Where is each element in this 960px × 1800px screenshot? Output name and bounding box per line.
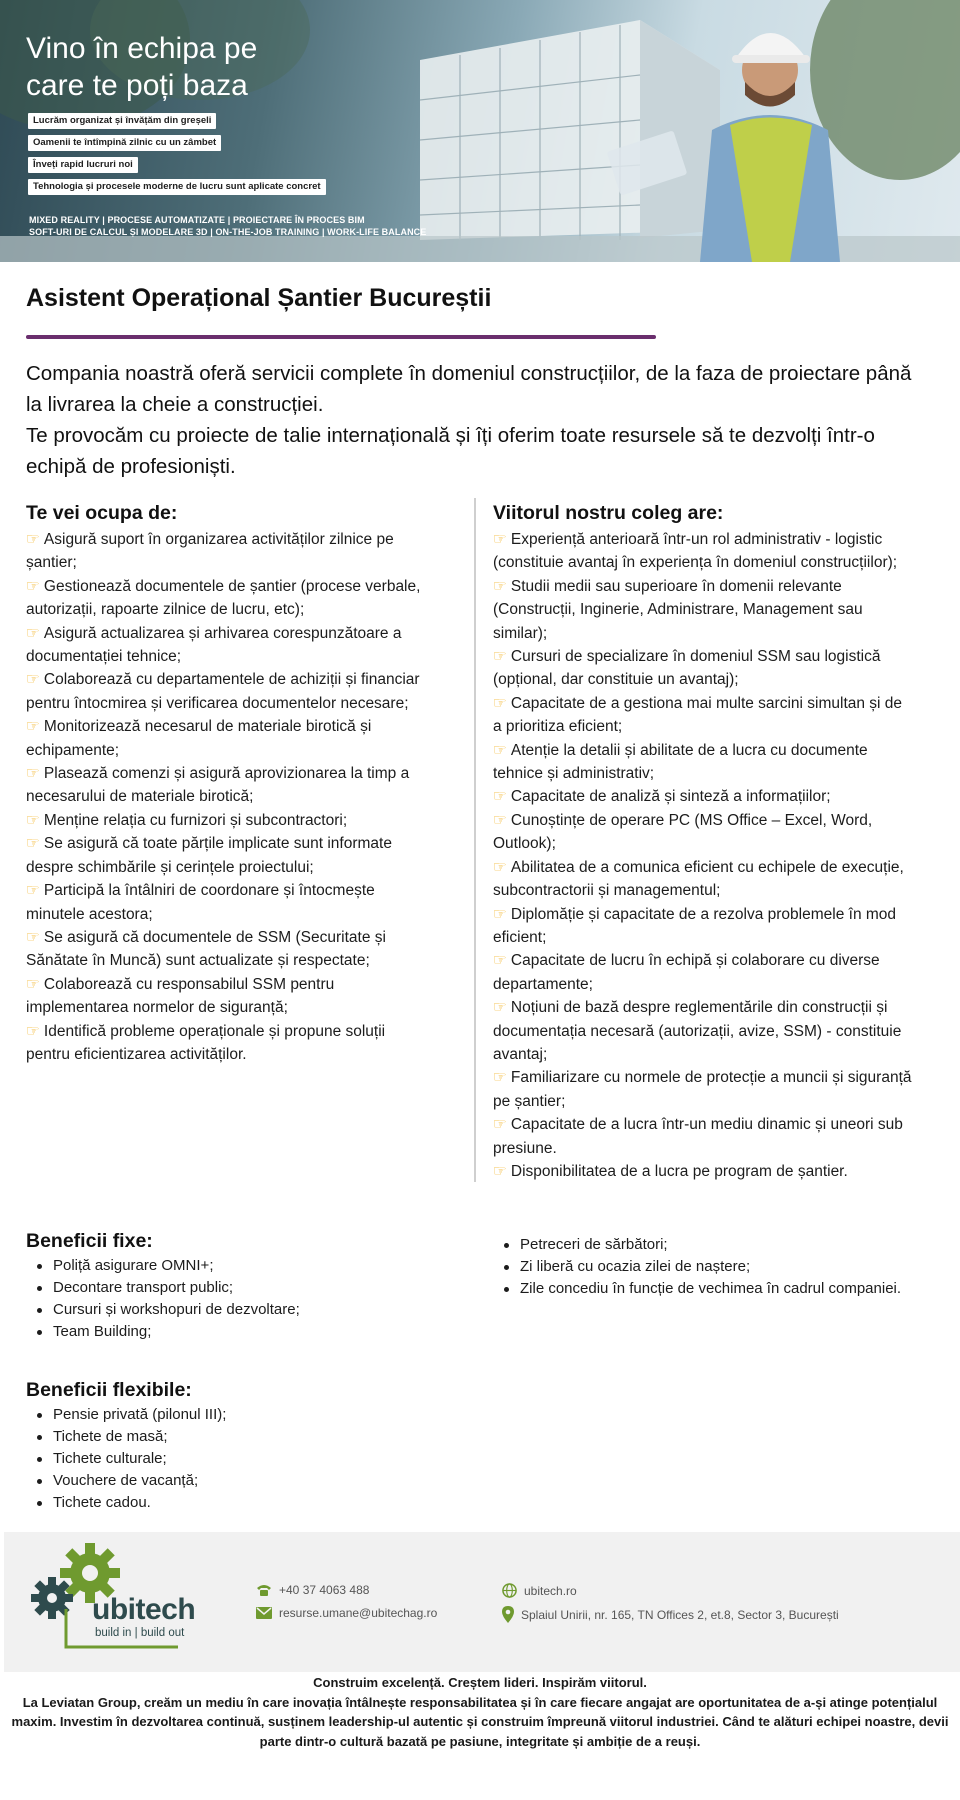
pointing-hand-icon: ☞ xyxy=(493,531,507,548)
pointing-hand-icon: ☞ xyxy=(493,648,507,666)
hero-tag: Oamenii te întîmpină zilnic cu un zâmbet xyxy=(28,135,221,151)
requirement-item xyxy=(493,739,913,786)
fixed-benefit-item: Zile concediu în funcție de vechimea în cadrul companiei. xyxy=(520,1278,913,1300)
pointing-hand-icon: ☞ xyxy=(26,531,40,548)
globe-icon xyxy=(502,1583,517,1598)
requirement-text: Capacitate de analiză și sinteză a informațiilor; xyxy=(510,788,831,806)
pointing-hand-icon: ☞ xyxy=(26,975,40,993)
responsibility-item xyxy=(26,715,431,762)
responsibility-item xyxy=(26,528,431,575)
pointing-hand-icon: ☞ xyxy=(493,952,507,970)
responsibilities-list xyxy=(26,528,431,1066)
requirements-heading: Viitorul nostru coleg are: xyxy=(493,502,724,524)
requirement-item xyxy=(493,692,913,739)
requirement-item xyxy=(493,645,913,692)
responsibility-item xyxy=(26,809,431,832)
pointing-hand-icon: ☞ xyxy=(26,765,40,783)
contact-website[interactable] xyxy=(502,1583,577,1598)
pointing-hand-icon: ☞ xyxy=(26,928,40,946)
pointing-hand-icon: ☞ xyxy=(26,577,40,595)
phone-icon xyxy=(256,1583,272,1597)
email-icon xyxy=(256,1607,272,1619)
requirement-item xyxy=(493,575,913,645)
requirement-text: Atenție la detalii și abilitate de a lucra cu documente tehnice și administrativ; xyxy=(493,741,868,783)
footer-tagline: Construim excelență. Creștem lideri. Inspirăm viitorul. xyxy=(313,1675,647,1690)
responsibility-text: Plasează comenzi și asigură aprovizionarea la timp a necesarului de materiale birotică; xyxy=(26,765,410,806)
requirement-item xyxy=(493,1160,913,1183)
hero-skills-line: MIXED REALITY | PROCESE AUTOMATIZATE | PROIECTARE ÎN PROCES BIM xyxy=(29,215,365,225)
responsibility-text: Asigură actualizarea și arhivarea corespunzătoare a documentației tehnice; xyxy=(26,624,402,666)
footer-text xyxy=(10,1673,950,1751)
responsibility-item xyxy=(26,622,431,669)
responsibility-item xyxy=(26,832,431,879)
hero-title-line: Vino în echipa pe xyxy=(26,32,258,65)
pointing-hand-icon: ☞ xyxy=(493,1069,507,1087)
pointing-hand-icon: ☞ xyxy=(26,671,40,689)
requirements-list xyxy=(493,528,913,1183)
requirements-section xyxy=(493,500,913,1183)
fixed-benefit-item: Zi liberă cu ocazia zilei de naștere; xyxy=(520,1256,913,1278)
phone-number: +40 37 4063 488 xyxy=(279,1583,370,1597)
requirement-item xyxy=(493,528,913,575)
pointing-hand-icon: ☞ xyxy=(493,1116,507,1134)
flexible-benefit-item: Tichete de masă; xyxy=(53,1426,446,1448)
pointing-hand-icon: ☞ xyxy=(493,1162,507,1180)
flexible-benefits-heading: Beneficii flexibile: xyxy=(26,1379,192,1401)
fixed-benefit-item: Cursuri și workshopuri de dezvoltare; xyxy=(53,1299,446,1321)
fixed-benefits-heading: Beneficii fixe: xyxy=(26,1230,153,1252)
logo-slogan: build in | build out xyxy=(95,1627,185,1639)
requirement-text: Familiarizare cu normele de protecție a muncii și siguranță pe șantier; xyxy=(493,1069,912,1110)
responsibility-text: Monitorizează necesarul de materiale birotică și echipamente; xyxy=(26,718,372,759)
pointing-hand-icon: ☞ xyxy=(26,811,40,829)
hero-tag: Înveți rapid lucruri noi xyxy=(28,157,138,173)
hero-tag: Tehnologia și procesele moderne de lucru sunt aplicate concret xyxy=(28,179,326,195)
responsibility-item xyxy=(26,1020,431,1067)
requirement-item xyxy=(493,809,913,856)
responsibility-item xyxy=(26,668,431,715)
column-divider xyxy=(474,498,476,1182)
flexible-benefit-item: Tichete culturale; xyxy=(53,1448,446,1470)
responsibilities-heading: Te vei ocupa de: xyxy=(26,502,178,524)
fixed-benefits-section xyxy=(26,1228,446,1343)
responsibility-item xyxy=(26,575,431,622)
fixed-benefits-list xyxy=(493,1234,913,1300)
requirement-item xyxy=(493,856,913,903)
requirement-item xyxy=(493,1066,913,1113)
requirement-text: Abilitatea de a comunica eficient cu echipele de execuție, subcontractorii și managementul; xyxy=(493,858,904,900)
requirement-text: Capacitate de a gestiona mai multe sarcini simultan și de a prioritiza eficient; xyxy=(493,694,903,736)
pointing-hand-icon: ☞ xyxy=(26,835,40,853)
hero-skills-line: SOFT-URI DE CALCUL ȘI MODELARE 3D | ON-THE-JOB TRAINING | WORK-LIFE BALANCE xyxy=(29,227,427,237)
responsibility-text: Colaborează cu responsabilul SSM pentru implementarea normelor de siguranță; xyxy=(26,975,335,1017)
requirement-item xyxy=(493,1113,913,1160)
fixed-benefits-list xyxy=(26,1255,446,1343)
fixed-benefits-section-continued xyxy=(493,1234,913,1300)
requirement-text: Noțiuni de bază despre reglementările din construcții și documentația necesară (autorizații, avize, SSM) - constituie avantaj; xyxy=(493,999,902,1063)
requirement-item xyxy=(493,785,913,808)
pointing-hand-icon: ☞ xyxy=(493,788,507,806)
responsibility-text: Gestionează documentele de șantier (procese verbale, autorizații, rapoarte zilnice de lucru, etc); xyxy=(26,577,421,619)
requirement-item xyxy=(493,996,913,1066)
requirement-item xyxy=(493,903,913,950)
pointing-hand-icon: ☞ xyxy=(493,905,507,923)
requirement-item xyxy=(493,949,913,996)
requirement-text: Disponibilitatea de a lucra pe program de șantier. xyxy=(510,1162,848,1180)
pointing-hand-icon: ☞ xyxy=(26,882,40,900)
flexible-benefits-list xyxy=(26,1404,446,1514)
responsibility-text: Se asigură că documentele de SSM (Securitate și Sănătate în Muncă) sunt actualizate și respectate; xyxy=(26,928,386,970)
pointing-hand-icon: ☞ xyxy=(26,624,40,642)
requirement-text: Experiență anterioară într-un rol administrativ - logistic (constituie avantaj în experiența în domeniul construcțiilor); xyxy=(493,531,898,572)
job-title: Asistent Operațional Șantier Bucureștii xyxy=(26,284,492,312)
hero-title xyxy=(26,30,366,104)
logo-wordmark: ubitech xyxy=(92,1593,196,1626)
office-address: Splaiul Unirii, nr. 165, TN Offices 2, et.8, Sector 3, București xyxy=(521,1607,839,1622)
website-link: ubitech.ro xyxy=(524,1583,577,1598)
responsibility-text: Asigură suport în organizarea activităților zilnice pe șantier; xyxy=(26,531,394,572)
hero-tag: Lucrăm organizat și învățăm din greșeli xyxy=(28,113,216,129)
responsibility-item xyxy=(26,879,431,926)
flexible-benefit-item: Tichete cadou. xyxy=(53,1492,446,1514)
pointing-hand-icon: ☞ xyxy=(493,999,507,1017)
requirement-text: Cursuri de specializare în domeniul SSM sau logistică (opțional, dar constituie un avantaj); xyxy=(493,648,881,689)
contact-email[interactable] xyxy=(256,1606,437,1620)
contact-address xyxy=(502,1606,839,1623)
hero-banner xyxy=(0,0,960,262)
responsibility-text: Menține relația cu furnizori și subcontractori; xyxy=(43,811,348,829)
flexible-benefit-item: Vouchere de vacanță; xyxy=(53,1470,446,1492)
requirement-text: Diplomăție și capacitate de a rezolva problemele în mod eficient; xyxy=(493,905,897,946)
responsibility-item xyxy=(26,762,431,809)
pointing-hand-icon: ☞ xyxy=(26,718,40,736)
requirement-text: Cunoștințe de operare PC (MS Office – Excel, Word, Outlook); xyxy=(493,811,873,853)
pointing-hand-icon: ☞ xyxy=(493,741,507,759)
responsibility-item xyxy=(26,973,431,1020)
responsibility-text: Se asigură că toate părțile implicate sunt informate despre schimbările și cerințele proiectului; xyxy=(26,835,392,876)
responsibility-text: Participă la întâlniri de coordonare și întocmește minutele acestora; xyxy=(26,882,375,923)
flexible-benefits-section xyxy=(26,1377,446,1514)
hero-skills xyxy=(29,214,426,238)
email-address: resurse.umane@ubitechag.ro xyxy=(279,1606,438,1620)
hero-tags xyxy=(28,113,326,201)
title-divider xyxy=(26,335,656,339)
footer-description: La Leviatan Group, creăm un mediu în care inovația întâlnește responsabilitatea și în care fiecare angajat are oportunitatea de a-și atinge potențialul maxim. Investim în dezvoltarea continuă, susținem leadership-ul autentic și construim împreună viitorul industriei. Când te alături echipei noastre, devii parte dintr-o cultură bazată pe pasiune, integritate și ambiție de a reuși. xyxy=(11,1694,949,1749)
flexible-benefit-item: Pensie privată (pilonul III); xyxy=(53,1404,446,1426)
pointing-hand-icon: ☞ xyxy=(493,858,507,876)
fixed-benefit-item: Poliță asigurare OMNI+; xyxy=(53,1255,446,1277)
fixed-benefit-item: Team Building; xyxy=(53,1321,446,1343)
job-intro: Compania noastră oferă servicii complete în domeniul construcțiilor, de la faza de proiectare până la livrarea la cheie a construcției. Te provocăm cu proiecte de talie internațională și îți oferim toate resursele să te dezvolți într-o echipă de profesioniști. xyxy=(26,362,912,478)
pointing-hand-icon: ☞ xyxy=(493,811,507,829)
requirement-text: Studii medii sau superioare în domenii relevante (Construcții, Inginerie, Administrare, Management sau similar); xyxy=(493,577,863,642)
pointing-hand-icon: ☞ xyxy=(26,1022,40,1040)
hero-title-line: care te poți baza xyxy=(26,69,248,102)
fixed-benefit-item: Petreceri de sărbători; xyxy=(520,1234,913,1256)
responsibility-text: Identifică probleme operaționale și propune soluții pentru eficientizarea activităților. xyxy=(26,1022,386,1063)
requirement-text: Capacitate de a lucra într-un mediu dinamic și uneori sub presiune. xyxy=(493,1116,903,1157)
location-pin-icon xyxy=(502,1606,514,1623)
contact-phone[interactable] xyxy=(256,1583,369,1597)
responsibilities-section xyxy=(26,500,431,1066)
pointing-hand-icon: ☞ xyxy=(493,577,507,595)
responsibility-text: Colaborează cu departamentele de achiziții și financiar pentru întocmirea și verificarea documentelor necesare; xyxy=(26,671,420,712)
responsibility-item xyxy=(26,926,431,973)
fixed-benefit-item: Decontare transport public; xyxy=(53,1277,446,1299)
requirement-text: Capacitate de lucru în echipă și colaborare cu diverse departamente; xyxy=(493,952,880,993)
pointing-hand-icon: ☞ xyxy=(493,694,507,712)
